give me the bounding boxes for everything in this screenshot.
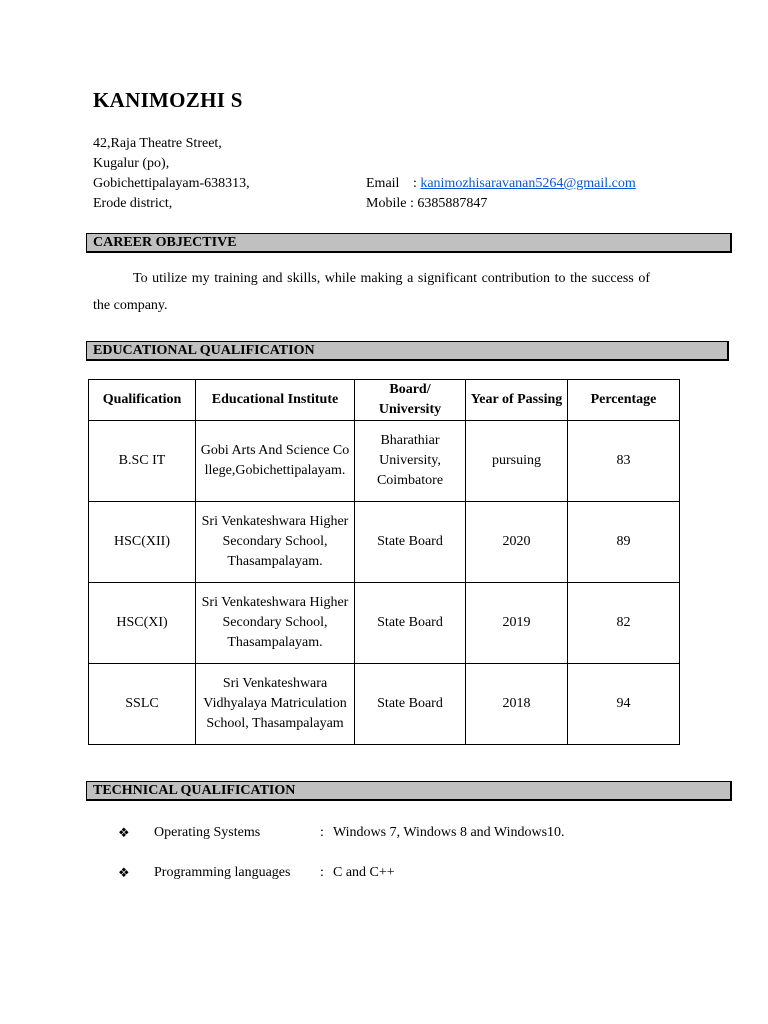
header-board: Board/ University	[355, 380, 466, 421]
email-link[interactable]: kanimozhisaravanan5264@gmail.com	[420, 176, 636, 191]
cell-qualification: SSLC	[89, 664, 196, 745]
career-objective-text: To utilize my training and skills, while making a significant contribution to the success of the company.	[93, 271, 650, 313]
email-separator: :	[412, 176, 417, 191]
education-table	[88, 379, 680, 745]
bullet-icon: ❖	[118, 865, 130, 880]
cell-board: State Board	[355, 664, 466, 745]
cell-year: pursuing	[466, 421, 568, 502]
address-line-2: Kugalur (po),	[93, 156, 170, 171]
cell-percentage: 83	[568, 421, 680, 502]
cell-institute: Gobi Arts And Science College,Gobichettipalayam.	[196, 421, 355, 502]
mobile-number: 6385887847	[417, 196, 488, 211]
table-row	[89, 502, 680, 583]
header-institute: Educational Institute	[196, 380, 355, 421]
tech-label-programming-languages: Programming languages	[154, 865, 291, 880]
cell-percentage: 82	[568, 583, 680, 664]
cell-board: State Board	[355, 502, 466, 583]
cell-board: Bharathiar University, Coimbatore	[355, 421, 466, 502]
mobile-row	[366, 194, 487, 214]
cell-qualification: B.SC IT	[89, 421, 196, 502]
cell-institute: Sri Venkateshwara Higher Secondary School, Thasampalayam.	[196, 502, 355, 583]
tech-value-operating-systems: Windows 7, Windows 8 and Windows10.	[333, 825, 565, 840]
cell-qualification: HSC(XII)	[89, 502, 196, 583]
tech-separator: :	[320, 825, 324, 840]
address-line-1: 42,Raja Theatre Street,	[93, 136, 222, 151]
tech-separator: :	[320, 865, 324, 880]
cell-year: 2020	[466, 502, 568, 583]
email-label: Email	[366, 176, 400, 191]
address-line-4: Erode district,	[93, 196, 173, 211]
career-objective-heading: CAREER OBJECTIVE	[86, 233, 732, 253]
tech-label-operating-systems: Operating Systems	[154, 825, 261, 840]
table-row	[89, 583, 680, 664]
mobile-separator: :	[409, 196, 414, 211]
table-row	[89, 421, 680, 502]
cell-year: 2019	[466, 583, 568, 664]
email-row	[366, 174, 636, 194]
table-row	[89, 664, 680, 745]
technical-qualification-heading: TECHNICAL QUALIFICATION	[86, 781, 732, 801]
bullet-icon: ❖	[118, 825, 130, 840]
cell-qualification: HSC(XI)	[89, 583, 196, 664]
cell-percentage: 89	[568, 502, 680, 583]
tech-value-programming-languages: C and C++	[333, 865, 395, 880]
header-qualification: Qualification	[89, 380, 196, 421]
candidate-name: KANIMOZHI S	[93, 88, 243, 112]
cell-institute: Sri Venkateshwara Higher Secondary School, Thasampalayam.	[196, 583, 355, 664]
cell-percentage: 94	[568, 664, 680, 745]
header-year: Year of Passing	[466, 380, 568, 421]
cell-board: State Board	[355, 583, 466, 664]
address-line-3: Gobichettipalayam-638313,	[93, 176, 250, 191]
header-percentage: Percentage	[568, 380, 680, 421]
mobile-label: Mobile	[366, 196, 407, 211]
cell-year: 2018	[466, 664, 568, 745]
cell-institute: Sri Venkateshwara Vidhyalaya Matriculation School, Thasampalayam	[196, 664, 355, 745]
table-header-row	[89, 380, 680, 421]
educational-qualification-heading: EDUCATIONAL QUALIFICATION	[86, 341, 729, 361]
